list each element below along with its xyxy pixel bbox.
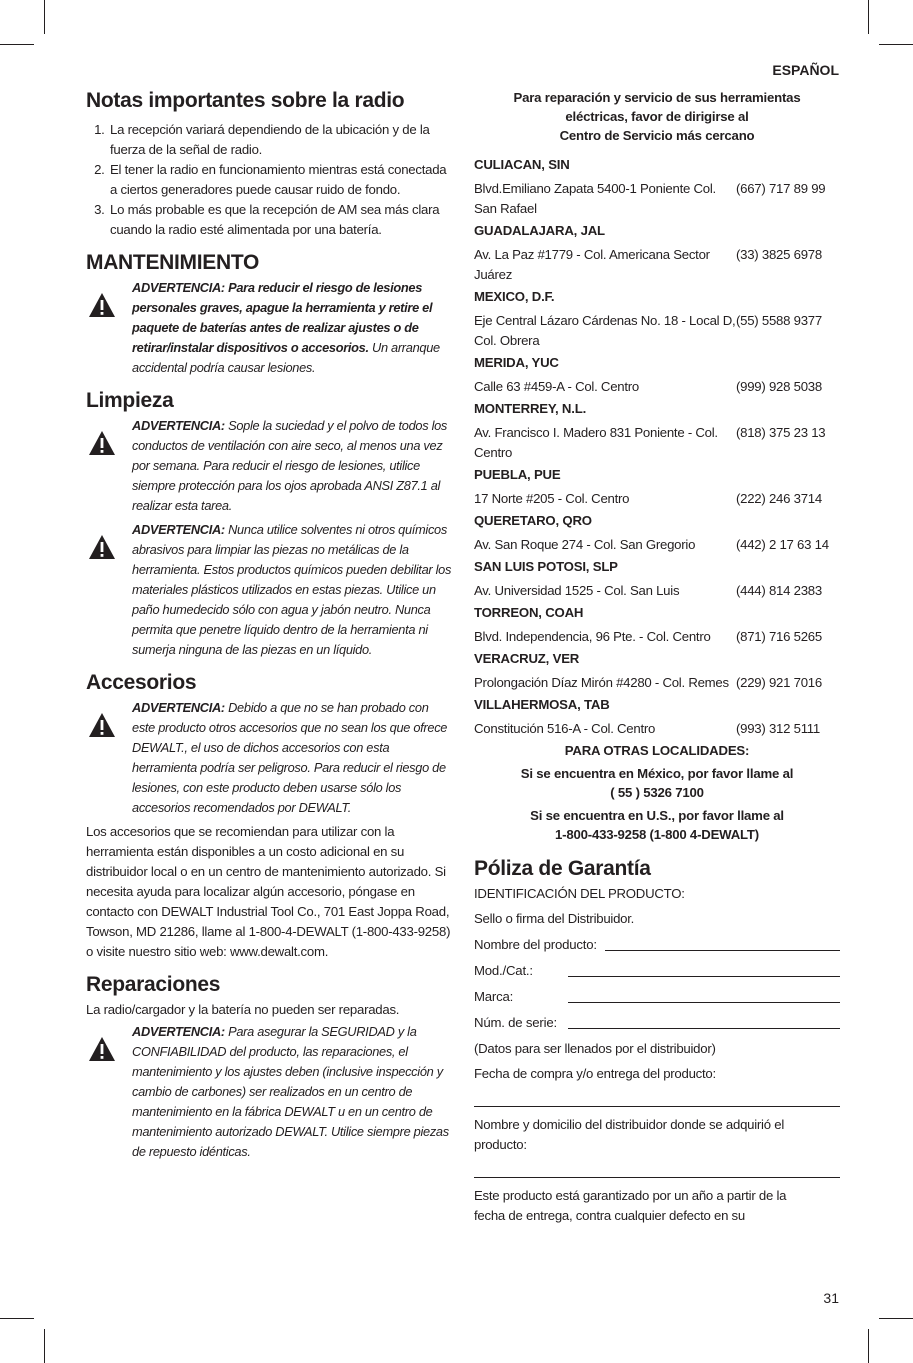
seal-label: Sello o firma del Distribuidor. [474, 911, 635, 926]
service-center-row [474, 673, 840, 693]
warning-icon [88, 712, 116, 738]
crop-mark [44, 1329, 45, 1363]
service-center-phone: (442) 2 17 63 14 [736, 537, 829, 552]
serial-row [474, 1007, 840, 1033]
serial-field[interactable] [568, 1028, 840, 1029]
service-center-row [474, 245, 840, 285]
mexico-line: Si se encuentra en México, por favor llame al [520, 766, 794, 781]
service-center-phone: (818) 375 23 13 [736, 425, 826, 440]
service-center-city: MEXICO, D.F. [474, 289, 555, 304]
service-center-row [474, 581, 840, 601]
service-center-phone: (229) 921 7016 [736, 675, 822, 690]
warning-block [86, 278, 452, 378]
service-center-phone: (222) 246 3714 [736, 491, 822, 506]
warning-block [86, 1022, 452, 1162]
warning-bold: ADVERTENCIA: [132, 1024, 225, 1039]
service-center-row [474, 489, 840, 509]
warning-bold: ADVERTENCIA: [132, 418, 225, 433]
poliza-title: Póliza de Garantía [474, 857, 651, 880]
crop-mark [868, 1329, 869, 1363]
service-center-row [474, 719, 840, 739]
crop-mark [868, 0, 869, 34]
service-center-city: QUERETARO, QRO [474, 513, 592, 528]
distributor-note: (Datos para ser llenados por el distribuidor) [474, 1041, 716, 1056]
service-heading-line: Para reparación y servicio de sus herramientas [513, 90, 801, 105]
service-center-city: MERIDA, YUC [474, 355, 559, 370]
service-center-address: Eje Central Lázaro Cárdenas No. 18 - Local D, Col. Obrera [474, 313, 736, 348]
service-center-address: Av. Universidad 1525 - Col. San Luis [474, 583, 680, 598]
reparaciones-intro: La radio/cargador y la batería no pueden ser reparadas. [86, 1002, 400, 1017]
service-center-row [474, 535, 840, 555]
service-center-phone: (667) 717 89 99 [736, 181, 826, 196]
warning-icon [88, 430, 116, 456]
service-center-city: VILLAHERMOSA, TAB [474, 697, 610, 712]
us-phone: 1-800-433-9258 (1-800 4-DEWALT) [555, 827, 759, 842]
warning-icon [88, 292, 116, 318]
service-center-city: CULIACAN, SIN [474, 157, 570, 172]
mantenimiento-title: MANTENIMIENTO [86, 251, 260, 274]
purchase-date-field[interactable] [474, 1084, 840, 1107]
service-center-phone: (999) 928 5038 [736, 379, 822, 394]
model-row [474, 955, 840, 981]
notas-list [86, 120, 452, 240]
service-center-phone: (444) 814 2383 [736, 583, 822, 598]
service-center-phone: (55) 5588 9377 [736, 313, 822, 328]
service-center-phone: (993) 312 5111 [736, 721, 820, 736]
product-name-row [474, 929, 840, 955]
distributor-name-label: Nombre y domicilio del distribuidor donde se adquirió el producto: [474, 1117, 784, 1152]
warning-bold: ADVERTENCIA: Para reducir el riesgo de lesiones personales graves, apague la herramienta y retire el paquete de baterías antes de realizar ajustes o de retirar/instalar dispositivos o accesorios. [132, 280, 433, 355]
warning-icon [88, 534, 116, 560]
brand-row [474, 981, 840, 1007]
service-center-address: 17 Norte #205 - Col. Centro [474, 491, 630, 506]
purchase-date-label: Fecha de compra y/o entrega del producto: [474, 1066, 716, 1081]
warning-text: Sople la suciedad y el polvo de todos los conductos de ventilación con aire seco, al menos una vez por semana. Para reducir el riesgo de lesiones, utilice siempre protección para los ojos aprobada ANSI Z87.1 al realizar esta tarea. [132, 418, 448, 513]
service-center-address: Constitución 516-A - Col. Centro [474, 721, 656, 736]
accesorios-title: Accesorios [86, 671, 197, 694]
crop-mark [0, 44, 34, 45]
brand-field[interactable] [568, 1002, 840, 1003]
service-heading [474, 88, 840, 145]
product-name-label: Nombre del producto: [474, 937, 597, 952]
service-center-phone: (871) 716 5265 [736, 629, 822, 644]
warning-text: Un arranque accidental podría causar lesiones. [132, 340, 440, 375]
crop-mark [0, 1318, 34, 1319]
service-center-city: TORREON, COAH [474, 605, 584, 620]
crop-mark [879, 1318, 913, 1319]
service-heading-line: Centro de Servicio más cercano [559, 128, 755, 143]
service-center-row [474, 627, 840, 647]
service-center-address: Blvd. Independencia, 96 Pte. - Col. Centro [474, 629, 711, 644]
warning-bold: ADVERTENCIA: [132, 700, 225, 715]
service-center-row [474, 311, 840, 351]
service-center-list [474, 155, 840, 739]
list-item: 3. Lo más probable es que la recepción de AM sea más clara cuando la radio esté alimentada por una batería. [108, 200, 452, 240]
limpieza-title: Limpieza [86, 389, 174, 412]
list-item: 2. El tener la radio en funcionamiento mientras está conectada a ciertos generadores puede causar ruido de fondo. [108, 160, 452, 200]
brand-label: Marca: [474, 989, 514, 1004]
warning-block [86, 520, 452, 660]
service-center-row [474, 377, 840, 397]
page-number: 31 [823, 1290, 839, 1306]
model-field[interactable] [568, 976, 840, 977]
warning-text: Debido a que no se han probado con este producto otros accesorios que no sean los que ofrece DEWALT., el uso de dichos accesorios con esta herramienta podría ser peligroso. Para reducir el riesgo de lesiones, con este producto deben usarse sólo los accesorios recomendados por DEWALT. [132, 700, 448, 815]
warning-text: Nunca utilice solventes ni otros químicos abrasivos para limpiar las piezas no metálicas de la herramienta. Estos productos químicos pueden debilitar los materiales plásticos utilizados en estas piezas. Utilice un paño humedecido sólo con agua y jabón neutro. Nunca permita que penetre líquido dentro de la herramienta ni sumerja ninguna de las piezas en un líquido. [132, 522, 452, 657]
warning-icon [88, 1036, 116, 1062]
service-center-row [474, 423, 840, 463]
service-center-row [474, 179, 840, 219]
warning-block [86, 698, 452, 818]
service-center-city: PUEBLA, PUE [474, 467, 561, 482]
id-label: IDENTIFICACIÓN DEL PRODUCTO: [474, 886, 685, 901]
service-center-city: VERACRUZ, VER [474, 651, 580, 666]
service-center-address: Calle 63 #459-A - Col. Centro [474, 379, 640, 394]
service-center-address: Prolongación Díaz Mirón #4280 - Col. Remes [474, 675, 729, 690]
warning-block [86, 416, 452, 516]
reparaciones-title: Reparaciones [86, 973, 221, 996]
guarantee-text: Este producto está garantizado por un año a partir de la fecha de entrega, contra cualquier defecto en su [474, 1188, 787, 1223]
accesorios-paragraph: Los accesorios que se recomiendan para utilizar con la herramienta están disponibles a un costo adicional en su distribuidor local o en un centro de mantenimiento autorizado. Si necesita ayuda para localizar algún accesorio, póngase en contacto con DEWALT Industrial Tool Co., 701 East Joppa Road, Towson, MD 21286, llame al 1-800-4-DEWALT (1-800-433-9258) o visite nuestro sitio web: www.dewalt.com. [86, 824, 451, 959]
service-center-address: Blvd.Emiliano Zapata 5400-1 Poniente Col. San Rafael [474, 181, 716, 216]
serial-label: Núm. de serie: [474, 1015, 557, 1030]
product-name-field[interactable] [605, 950, 840, 951]
mexico-phone: ( 55 ) 5326 7100 [610, 785, 704, 800]
service-center-city: MONTERREY, N.L. [474, 401, 587, 416]
service-center-address: Av. La Paz #1779 - Col. Americana Sector Juárez [474, 247, 710, 282]
other-localities [474, 741, 840, 844]
service-center-phone: (33) 3825 6978 [736, 247, 822, 262]
crop-mark [879, 44, 913, 45]
notas-title: Notas importantes sobre la radio [86, 89, 405, 112]
service-center-city: GUADALAJARA, JAL [474, 223, 605, 238]
left-column [86, 88, 452, 1162]
service-heading-line: eléctricas, favor de dirigirse al [565, 109, 749, 124]
service-center-address: Av. San Roque 274 - Col. San Gregorio [474, 537, 696, 552]
warning-bold: ADVERTENCIA: [132, 522, 225, 537]
list-item: 1. La recepción variará dependiendo de la ubicación y de la fuerza de la señal de radio. [108, 120, 452, 160]
service-center-address: Av. Francisco I. Madero 831 Poniente - Col. Centro [474, 425, 718, 460]
distributor-name-field[interactable] [474, 1155, 840, 1178]
right-column [474, 88, 840, 1226]
warning-text: Para asegurar la SEGURIDAD y la CONFIABILIDAD del producto, las reparaciones, el mantenimiento y los ajustes deben (inclusive inspección y cambio de carbones) ser realizados en un centro de mantenimiento en la fábrica DEWALT u en un centro de mantenimiento autorizado DEWALT. Utilice siempre piezas de repuesto idénticas. [132, 1024, 449, 1159]
other-title: PARA OTRAS LOCALIDADES: [564, 743, 750, 758]
crop-mark [44, 0, 45, 34]
language-label: ESPAÑOL [772, 62, 839, 78]
model-label: Mod./Cat.: [474, 963, 533, 978]
service-center-city: SAN LUIS POTOSI, SLP [474, 559, 618, 574]
us-line: Si se encuentra en U.S., por favor llame al [530, 808, 784, 823]
